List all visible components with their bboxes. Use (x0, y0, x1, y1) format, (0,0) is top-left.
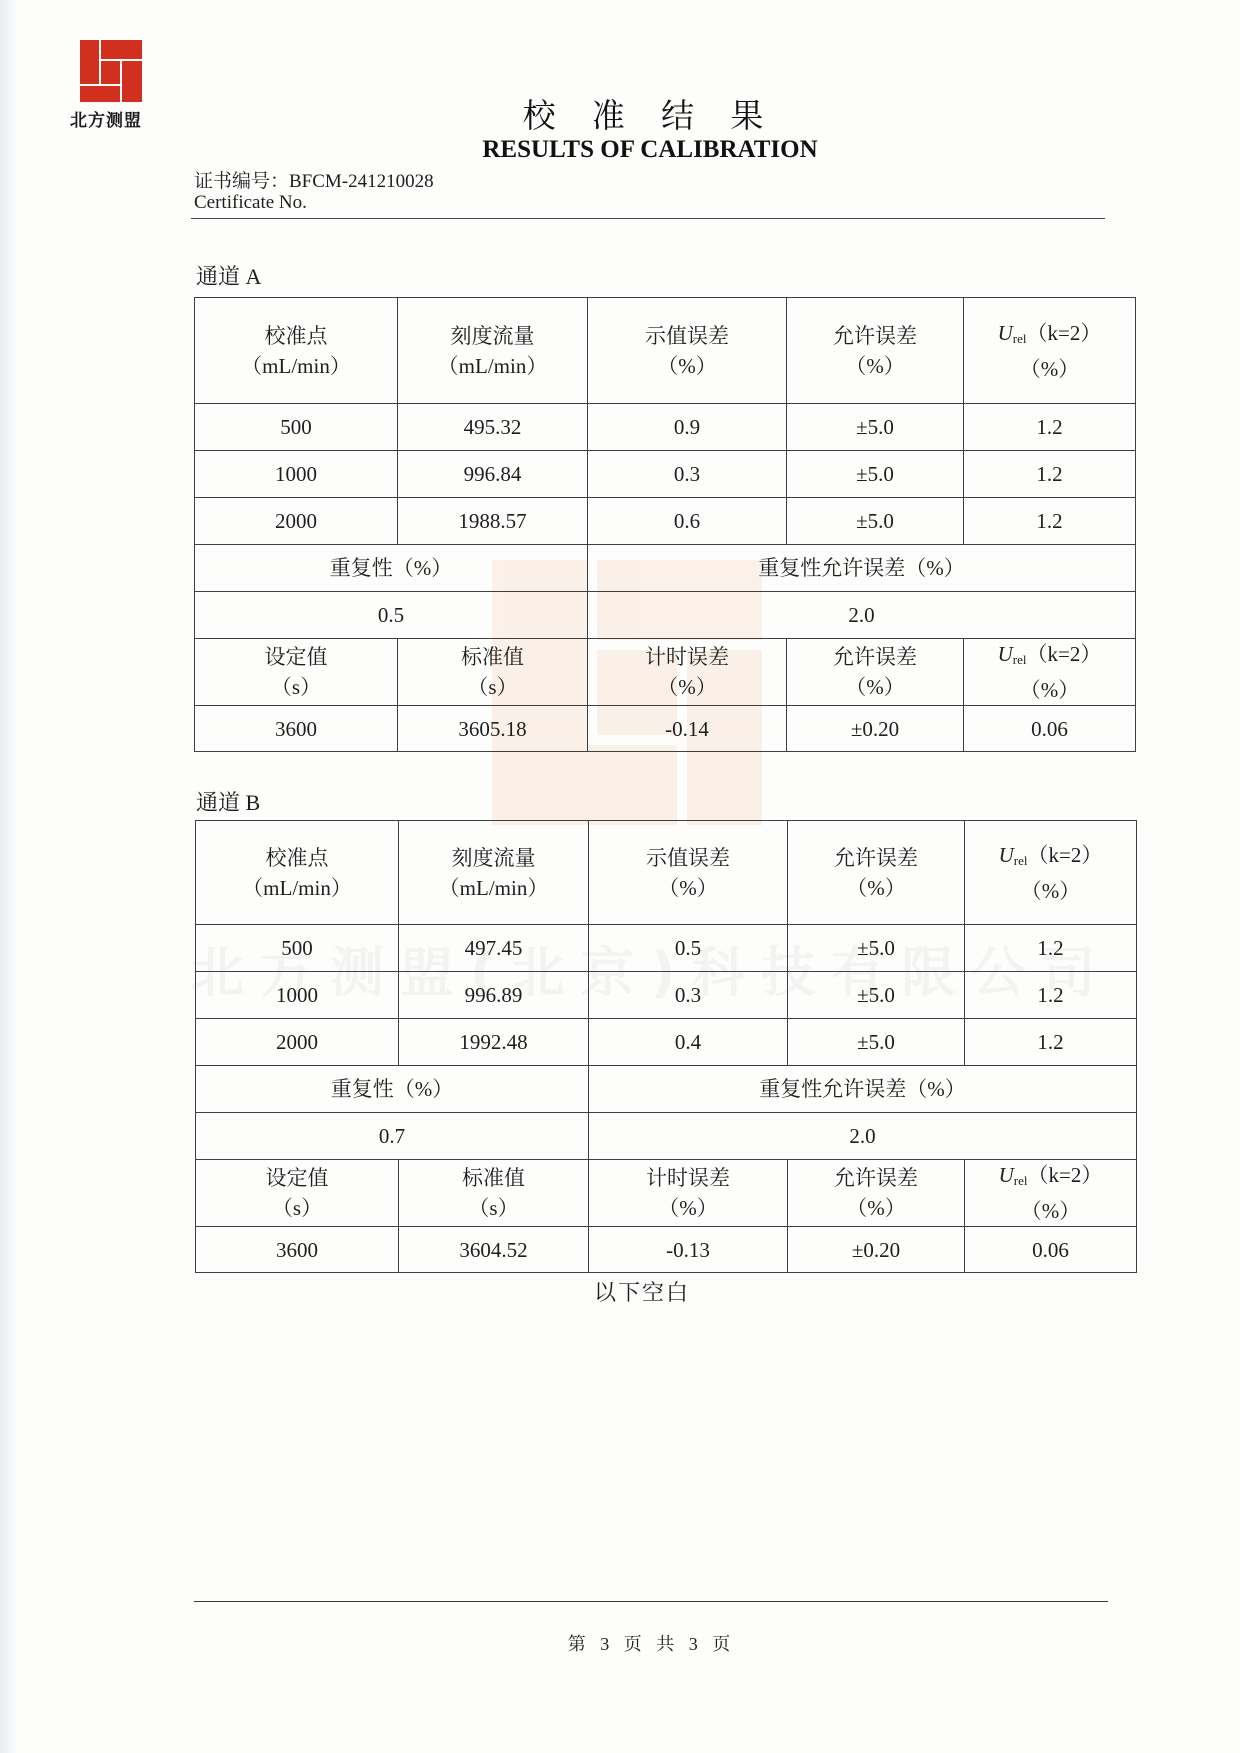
channel-b-label: 通道 B (196, 790, 261, 815)
repeatability-allowed-label: 重复性允许误差（%） (589, 1066, 1137, 1113)
repeatability-allowed-value: 2.0 (588, 592, 1136, 639)
timing-header-row (195, 639, 1136, 706)
table-row: 500 497.45 0.5 ±5.0 1.2 (196, 925, 1137, 972)
header-cell: 计时误差 （%） (588, 639, 787, 706)
channel-a-table (194, 297, 1136, 752)
repeatability-allowed-value: 2.0 (589, 1113, 1137, 1160)
repeatability-value-row (195, 592, 1136, 639)
table-row: 2000 1992.48 0.4 ±5.0 1.2 (196, 1019, 1137, 1066)
table-header-row (195, 298, 1136, 404)
channel-a-label: 通道 A (196, 264, 262, 289)
header-cell: 计时误差 （%） (589, 1160, 788, 1227)
certificate-number-label: Certificate No. (194, 192, 307, 213)
table-row: 500 495.32 0.9 ±5.0 1.2 (195, 404, 1136, 451)
timing-header-row (196, 1160, 1137, 1227)
channel-b-table (195, 820, 1137, 1273)
header-cell: $U_{rel}(k=2)$ （%） (965, 1160, 1137, 1227)
header-cell: 允许误差 （%） (788, 821, 965, 925)
repeatability-header-row (195, 545, 1136, 592)
repeatability-header-row (196, 1066, 1137, 1113)
timing-row: 3600 3604.52 -0.13 ±0.20 0.06 (196, 1227, 1137, 1273)
repeatability-allowed-label: 重复性允许误差（%） (588, 545, 1136, 592)
header-cell: $U_{rel}(k=2)$ （%） (964, 639, 1136, 706)
table-row: 2000 1988.57 0.6 ±5.0 1.2 (195, 498, 1136, 545)
header-cell: 示值误差 （%） (588, 298, 787, 404)
header-cell: 允许误差 （%） (787, 298, 964, 404)
header-cell: 标准值 （s） (398, 639, 588, 706)
footer-divider (194, 1601, 1108, 1602)
company-logo-text: 北方测盟 (70, 111, 142, 131)
header-cell: 刻度流量 （mL/min） (399, 821, 589, 925)
page-title-cn: 校 准 结 果 (522, 99, 778, 135)
repeatability-label: 重复性（%） (195, 545, 588, 592)
page-title-en: RESULTS OF CALIBRATION (482, 136, 818, 163)
header-cell: 标准值 （s） (399, 1160, 589, 1227)
blank-below-note: 以下空白 (594, 1280, 691, 1305)
certificate-number: 证书编号：BFCM-241210028 (194, 171, 434, 192)
header-divider (191, 218, 1105, 219)
repeatability-label: 重复性（%） (196, 1066, 589, 1113)
header-cell: 校准点 （mL/min） (196, 821, 399, 925)
timing-row: 3600 3605.18 -0.14 ±0.20 0.06 (195, 706, 1136, 752)
header-cell: 示值误差 （%） (589, 821, 788, 925)
header-cell: 设定值 （s） (196, 1160, 399, 1227)
repeatability-value: 0.5 (195, 592, 588, 639)
header-cell: 设定值 （s） (195, 639, 398, 706)
header-cell: 刻度流量 （mL/min） (398, 298, 588, 404)
scan-edge (0, 0, 18, 1753)
table-row: 1000 996.84 0.3 ±5.0 1.2 (195, 451, 1136, 498)
header-cell: 允许误差 （%） (788, 1160, 965, 1227)
table-header-row (196, 821, 1137, 925)
table-row: 1000 996.89 0.3 ±5.0 1.2 (196, 972, 1137, 1019)
header-cell: $U_{rel}(k=2)$ （%） (964, 298, 1136, 404)
page-number: 第 3 页 共 3 页 (567, 1634, 733, 1654)
repeatability-value-row (196, 1113, 1137, 1160)
header-cell: $U_{rel}(k=2)$ （%） (965, 821, 1137, 925)
repeatability-value: 0.7 (196, 1113, 589, 1160)
header-cell: 校准点 （mL/min） (195, 298, 398, 404)
header-cell: 允许误差 （%） (787, 639, 964, 706)
